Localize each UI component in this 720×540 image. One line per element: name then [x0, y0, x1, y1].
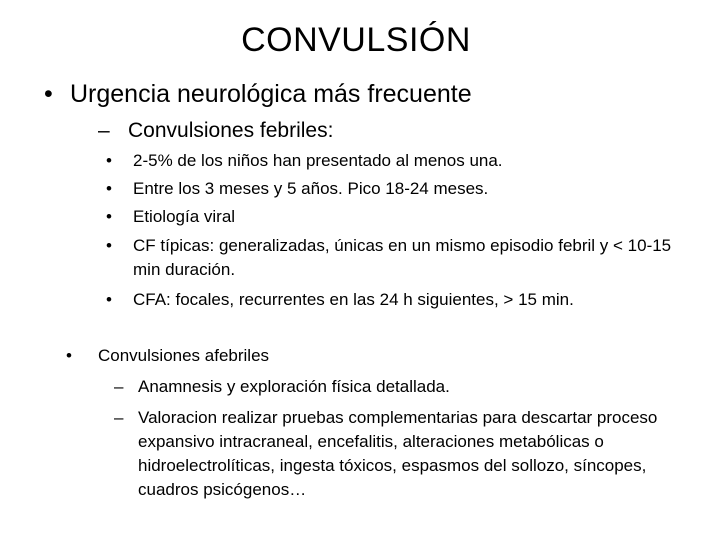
bullet-marker: • — [44, 80, 53, 108]
bullet-marker: • — [106, 151, 112, 170]
febrile-heading-text: Convulsiones febriles: — [128, 119, 334, 142]
febrile-item-text: CF típicas: generalizadas, únicas en un mismo episodio febril y < 10-15 min duración. — [133, 236, 672, 279]
bullet-marker: • — [106, 236, 112, 255]
afebrile-item-text: Anamnesis y exploración física detallada. — [138, 377, 450, 396]
febrile-item — [106, 150, 686, 171]
dash-marker: – — [114, 377, 124, 396]
slide-title: CONVULSIÓN — [241, 21, 471, 59]
afebrile-heading — [66, 345, 269, 366]
bullet-marker: • — [106, 290, 112, 309]
main-bullet-text: Urgencia neurológica más frecuente — [70, 80, 472, 108]
febrile-item — [106, 289, 686, 310]
febrile-item — [106, 234, 676, 282]
main-bullet — [44, 78, 472, 110]
febrile-item-text: CFA: focales, recurrentes en las 24 h siguientes, > 15 min. — [133, 290, 574, 309]
febrile-item — [106, 206, 686, 227]
febrile-item-text: Etiología viral — [133, 207, 236, 226]
febrile-item — [106, 178, 686, 199]
afebrile-item — [114, 406, 684, 502]
afebrile-heading-text: Convulsiones afebriles — [98, 346, 270, 365]
febrile-heading — [98, 117, 333, 145]
afebrile-item-text: Valoracion realizar pruebas complementarias para descartar proceso expansivo intracraneal, encefalitis, alteraciones metabólicas o hidroelectrolíticas, ingesta tóxicos, espasmos del sollozo, síncopes, cuadros psicógenos… — [138, 408, 658, 499]
bullet-marker: • — [66, 346, 72, 365]
afebrile-item — [114, 376, 684, 397]
dash-marker: – — [98, 119, 110, 142]
dash-marker: – — [114, 408, 124, 427]
bullet-marker: • — [106, 179, 112, 198]
febrile-item-text: 2-5% de los niños han presentado al menos una. — [133, 151, 503, 170]
febrile-item-text: Entre los 3 meses y 5 años. Pico 18-24 meses. — [133, 179, 489, 198]
bullet-marker: • — [106, 207, 112, 226]
